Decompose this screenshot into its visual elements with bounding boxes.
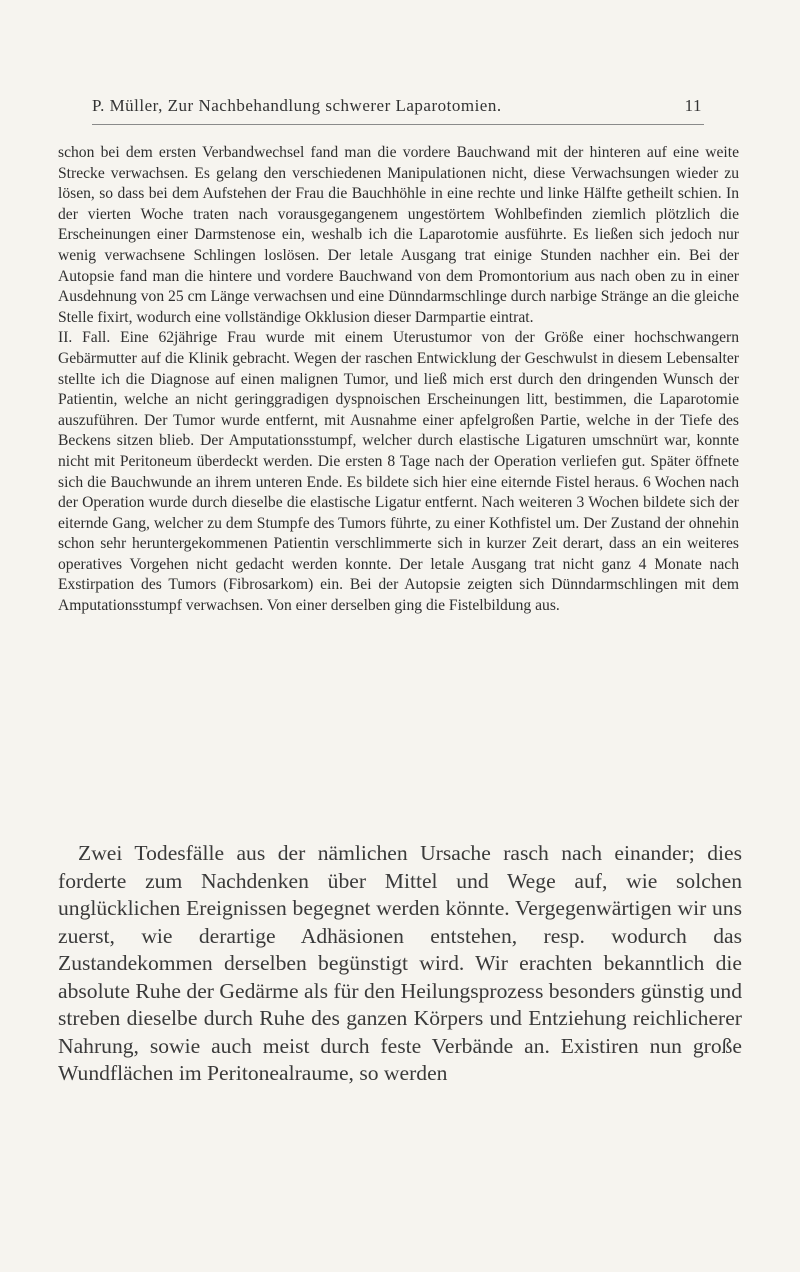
main-text [58,143,739,617]
header-rule [92,124,704,125]
running-header [92,96,702,116]
running-title: P. Müller, Zur Nachbehandlung schwerer Laparotomien. [92,96,502,115]
discussion-text [58,840,742,1088]
paragraph-case-2: II. Fall. Eine 62jährige Frau wurde mit einem Uterustumor von der Größe einer hochschwangern Gebärmutter auf die Klinik gebracht. Wegen der raschen Entwicklung der Geschwulst in diesem Lebensalter stellte ich die Diagnose auf einen malignen Tumor, und ließ mich erst durch den dringenden Wunsch der Patientin, welche an nicht geringgradigen dyspnoischen Erscheinungen litt, bestimmen, die Laparotomie auszuführen. Der Tumor wurde entfernt, mit Ausnahme einer apfelgroßen Partie, welche in der Tiefe des Beckens sitzen blieb. Der Amputationsstumpf, welcher durch elastische Ligaturen umschnürt war, konnte nicht mit Peritoneum überdeckt werden. Die ersten 8 Tage nach der Operation verliefen gut. Später öffnete sich die Bauchwunde an ihrem unteren Ende. Es bildete sich hier eine eiternde Fistel heraus. 6 Wochen nach der Operation wurde durch dieselbe die elastische Ligatur entfernt. Nach weiteren 3 Wochen bildete sich der eiternde Gang, welcher zu dem Stumpfe des Tumors führte, zu einer Kothfistel um. Der Zustand der ohnehin schon sehr heruntergekommenen Patientin verschlimmerte sich in kurzer Zeit derart, dass an ein weiteres operatives Vorgehen nicht gedacht werden konnte. Der letale Ausgang trat nicht ganz 4 Monate nach Exstirpation des Tumors (Fibrosarkom) ein. Bei der Autopsie zeigten sich Dünndarmschlingen mit dem Amputationsstumpf verwachsen. Von einer derselben ging die Fistelbildung aus. [58,329,739,615]
paragraph-case-1-continuation: schon bei dem ersten Verbandwechsel fand man die vordere Bauchwand mit der hinteren auf eine weite Strecke verwachsen. Es gelang den verschiedenen Manipulationen nicht, diese Verwachsungen wieder zu lösen, so dass bei dem Aufstehen der Frau die Bauchhöhle in eine rechte und linke Hälfte getheilt schien. In der vierten Woche traten nach vorausgegangenem ungestörtem Wohlbefinden ziemlich plötzlich die Erscheinungen einer Darmstenose ein, weshalb ich die Laparotomie ausführte. Es ließen sich jedoch nur wenig verwachsene Schlingen loslösen. Der letale Ausgang trat einige Stunden nachher ein. Bei der Autopsie fand man die hintere und vordere Bauchwand von dem Promontorium aus nach oben zu in einer Ausdehnung von 25 cm Länge verwachsen und eine Dünndarmschlinge durch narbige Stränge an die gleiche Stelle fixirt, wodurch eine vollständige Okklusion dieser Darmpartie eintrat. [58,144,739,326]
page-number: 11 [684,96,702,115]
paragraph-discussion: Zwei Todesfälle aus der nämlichen Ursache rasch nach einander; dies forderte zum Nachdenken über Mittel und Wege auf, wie solchen unglücklichen Ereignissen begegnet werden könnte. Vergegenwärtigen wir uns zuerst, wie derartige Adhäsionen entstehen, resp. wodurch das Zustandekommen derselben begünstigt wird. Wir erachten bekanntlich die absolute Ruhe der Gedärme als für den Heilungsprozess besonders günstig und streben dieselbe durch Ruhe des ganzen Körpers und Entziehung reichlicherer Nahrung, sowie auch meist durch feste Verbände an. Existiren nun große Wundflächen im Peritonealraume, so werden [58,841,742,1085]
